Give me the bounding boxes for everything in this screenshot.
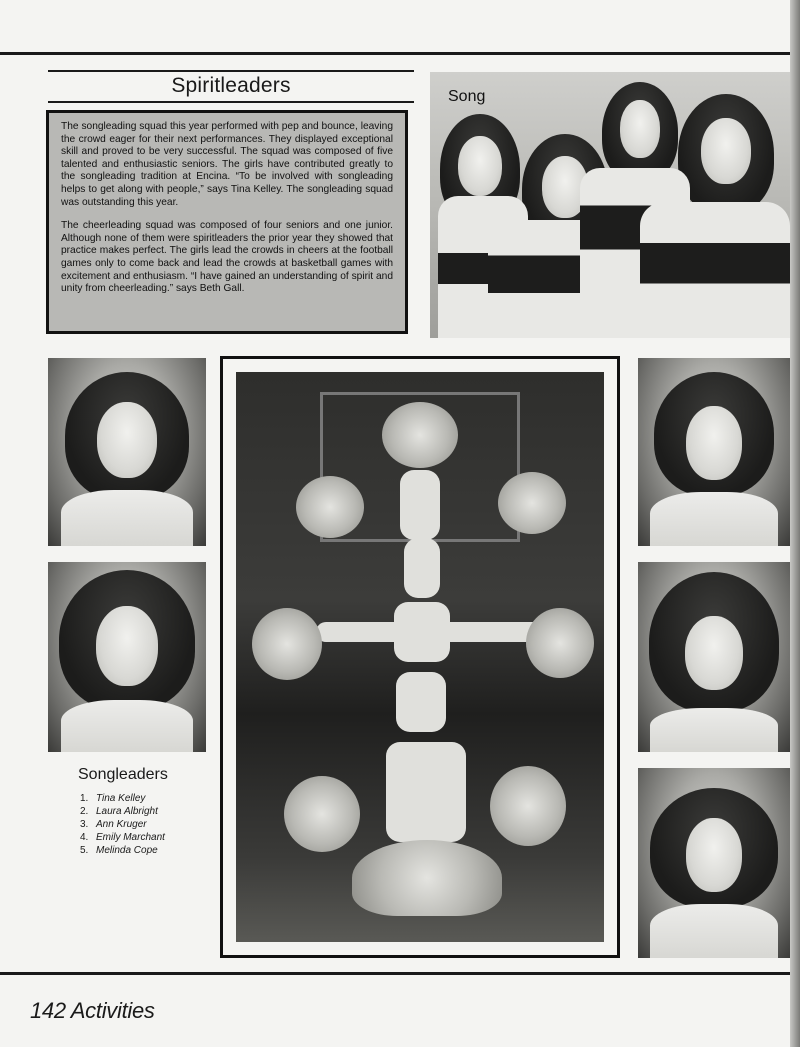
list-item: 1. Tina Kelley — [80, 793, 146, 804]
top-rule — [0, 52, 800, 55]
list-item: 4. Emily Marchant — [80, 832, 165, 843]
page-title: Spiritleaders — [171, 74, 291, 97]
bottom-rule — [0, 972, 800, 975]
songleaders-heading: Songleaders — [78, 766, 168, 783]
portrait-right-3 — [638, 768, 790, 958]
portrait-right-1 — [638, 358, 790, 546]
cheer-pyramid-photo — [236, 372, 604, 942]
list-item: 2. Laura Albright — [80, 806, 158, 817]
article-text-box — [46, 110, 408, 334]
portrait-left-2 — [48, 562, 206, 752]
portrait-right-2 — [638, 562, 790, 752]
paragraph-cheerleading: The cheerleading squad was composed of four seniors and one junior. Although none of them were spiritleaders the prior year they showed that practice makes perfect. The girls lead the crowds in cheers at the football games only to come back and lead the crowds at basketball games with excitement and enthusiasm. “I have gained an understanding of spirit and unity from cheerleading.” says Beth Gall. — [61, 220, 393, 295]
songleaders-list — [80, 792, 165, 857]
paragraph-songleading: The songleading squad this year performed with pep and bounce, leaving the crowd eager for their next performances. They displayed exceptional skill and proved to be very successful. The squad was composed of five talented and enthusiastic seniors. The girls have contributed greatly to the songleading tradition at Encina. “To be involved with songleading helps to get along with people,” says Tina Kelley. The songleading squad was outstanding this year. — [61, 121, 393, 208]
song-label: Song — [448, 88, 486, 105]
list-item: 3. Ann Kruger — [80, 819, 147, 830]
title-rule-bottom — [48, 101, 414, 103]
song-group-photo — [430, 72, 792, 338]
list-item: 5. Melinda Cope — [80, 845, 158, 856]
portrait-left-1 — [48, 358, 206, 546]
page-binding-shadow — [790, 0, 800, 1047]
page-footer: 142 Activities — [30, 998, 155, 1023]
title-rule-top — [48, 70, 414, 72]
